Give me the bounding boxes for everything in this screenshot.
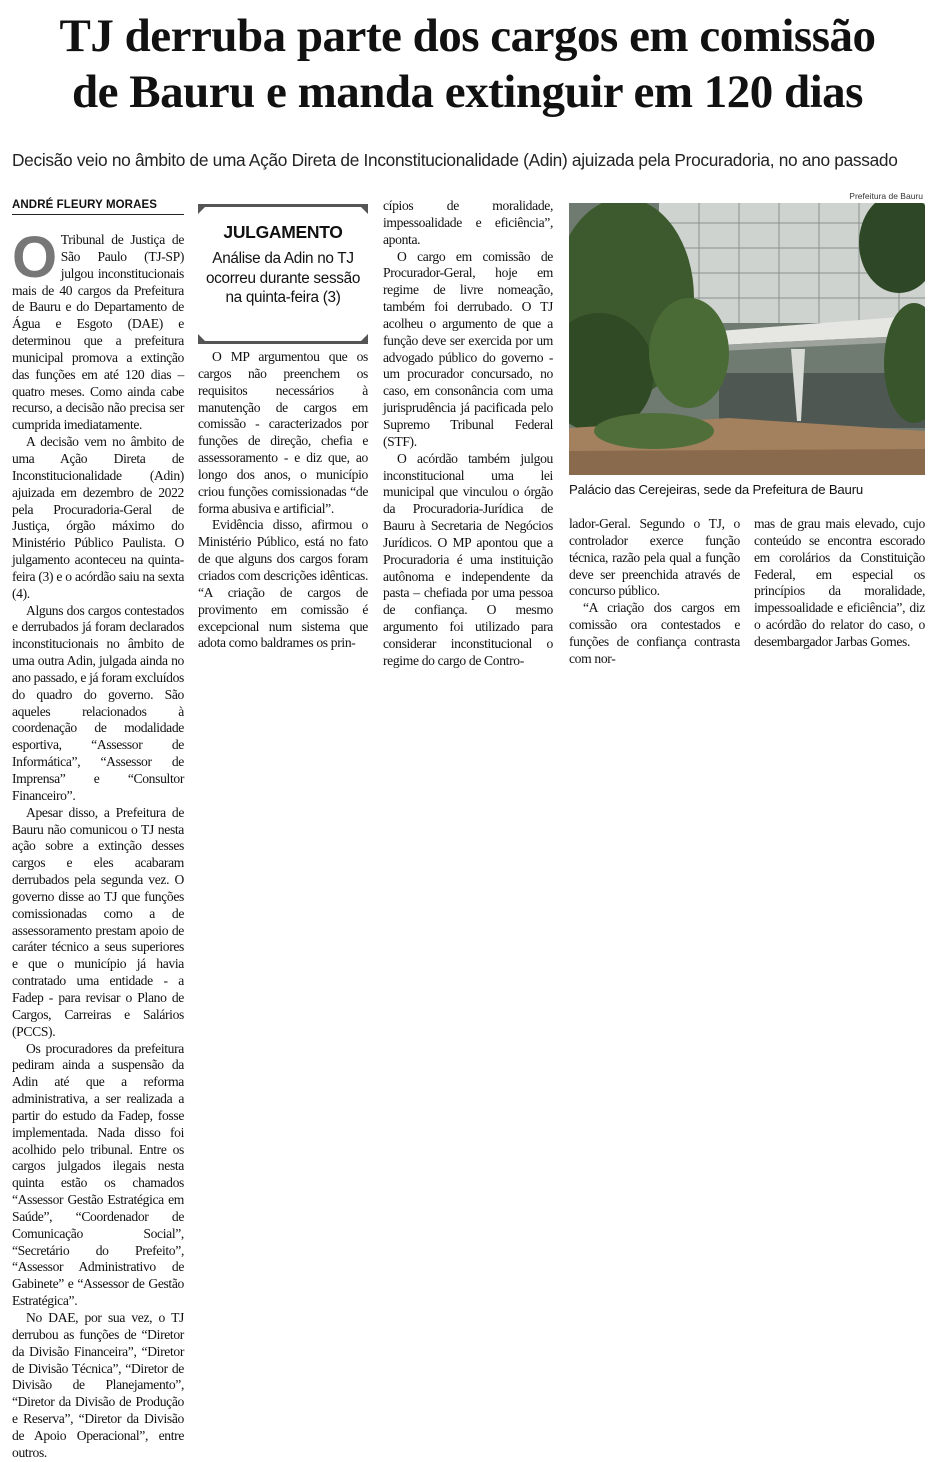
box-corner-bottom-right <box>361 334 368 341</box>
highlight-box-text: Análise da Adin no TJ ocorreu durante sessão na quinta-feira (3) <box>205 250 361 306</box>
paragraph: mas de grau mais elevado, cujo conteúdo se encontra escorado em corolários da Constituição Federal, em especial os princípios da moralidade, impessoalidade e eficiência”, diz o acórdão do relator do caso, o desembargador Jarbas Gomes. <box>754 516 925 649</box>
drop-cap: O <box>12 225 57 290</box>
byline: ANDRÉ FLEURY MORAES <box>12 197 184 215</box>
highlight-box-title: JULGAMENTO <box>223 222 343 242</box>
box-corner-top-right <box>361 207 368 214</box>
photo-credit: Prefeitura de Bauru <box>849 191 923 201</box>
article-column-5 <box>754 516 925 651</box>
article-column-2 <box>198 349 368 652</box>
paragraph: O MP argumentou que os cargos não preenchem os requisitos necessários à manutenção de cargos em comissão - caracterizados por funções de direção, chefia e assessoramento - e diz que, ao longo dos anos, o município criou funções comissionadas “de forma abusiva e artificial”. <box>198 349 368 516</box>
subheadline: Decisão veio no âmbito de uma Ação Direta de Inconstitucionalidade (Adin) ajuizada pela Procuradoria, no ano passado <box>12 150 898 170</box>
box-corner-top-left <box>198 207 205 214</box>
paragraph: Os procuradores da prefeitura pediram ainda a suspensão da Adin até que a reforma administrativa, a ser realizada a partir do estudo da Fadep, fosse implementada. Nada disso foi acolhido pelo tribunal. Entre os cargos julgados ilegais nesta quinta estão os chamados “Assessor Gestão Estratégica em Saúde”, “Coordenador de Comunicação Social”, “Secretário do Prefeito”, “Assessor Administrativo de Gabinete” e “Assessor de Gestão Estratégica”. <box>12 1040 184 1309</box>
article-column-4 <box>569 516 740 668</box>
building-photo <box>569 203 925 475</box>
paragraph <box>12 225 184 434</box>
paragraph: cípios de moralidade, impessoalidade e eficiência”, aponta. <box>383 198 553 247</box>
paragraph: “A criação dos cargos em comissão ora contestados e funções de confiança contrasta com nor- <box>569 600 740 666</box>
photo-caption: Palácio das Cerejeiras, sede da Prefeitura de Bauru <box>569 482 864 497</box>
box-corner-bottom-left <box>198 334 205 341</box>
paragraph: O cargo em comissão de Procurador-Geral, hoje em regime de livre nomeação, também foi derrubado. O TJ acolheu o argumento de que a função deve ser exercida por um advogado público do governo - um procurador concursado, no caso, em consonância com uma jurisprudência já pacificada pelo Supremo Tribunal Federal (STF). <box>383 248 553 449</box>
building-photo-illustration <box>569 203 925 475</box>
article-column-3 <box>383 198 553 670</box>
paragraph: A decisão vem no âmbito de uma Ação Direta de Inconstitucionalidade (Adin) ajuizada em dezembro de 2022 pela Procuradoria-Geral de Justiça, órgão máximo do Ministério Público Paulista. O julgamento aconteceu na quinta-feira (3) e o acórdão saiu na sexta (4). <box>12 434 184 601</box>
paragraph: Apesar disso, a Prefeitura de Bauru não comunicou o TJ nesta ação sobre a extinção desses cargos e eles acabaram derrubados pela segunda vez. O governo disse ao TJ que funções comissionadas como a de assessoramento prestam apoio de caráter técnico a seus superiores e que o município já havia contratado uma entidade - a Fadep - para revisar o Plano de Cargos, Carreiras e Salários (PCCS). <box>12 804 184 1039</box>
paragraph: lador-Geral. Segundo o TJ, o controlador exerce função técnica, razão pela qual a função deve ser preenchida através de concurso público. <box>569 516 740 599</box>
paragraph: O acórdão também julgou inconstitucional uma lei municipal que vinculou o órgão da Procuradoria-Jurídica de Bauru à Secretaria de Negócios Jurídicos. O MP apontou que a Procuradoria é uma instituição autônoma e independente da pasta – chefiada por uma pessoa de confiança. O mesmo argumento foi utilizado para considerar inconstitucional o regime do cargo de Contro- <box>383 450 553 668</box>
headline <box>10 8 925 120</box>
paragraph: Evidência disso, afirmou o Ministério Público, está no fato de que alguns dos cargos foram criados com descrições idênticas. “A criação de cargos de provimento em comissão é excepcional num sistema que adota como baldrames os prin- <box>198 517 368 651</box>
headline-line-2: de Bauru e manda extinguir em 120 dias <box>72 66 863 118</box>
paragraph: Alguns dos cargos contestados e derrubados já foram declarados inconstitucionais no âmbito de uma outra Adin, julgada ainda no ano passado, e já foram excluídos do quadro do governo. São aqueles relacionados à coordenação de modalidade esportiva, “Assessor de Informática”, “Assessor de Imprensa” e “Consultor Financeiro”. <box>12 602 184 803</box>
highlight-box <box>198 204 368 344</box>
paragraph-text: Tribunal de Justiça de São Paulo (TJ-SP) julgou inconstitucionais mais de 40 cargos da Prefeitura de Bauru e do Departamento de Água e Esgoto (DAE) e determinou que a prefeitura municipal promova a extinção das funções em até 120 dias – quatro meses. Como ainda cabe recurso, a decisão não precisa ser cumprida imediatamente. <box>12 232 184 433</box>
headline-line-1: TJ derruba parte dos cargos em comissão <box>59 10 876 62</box>
article-column-1 <box>12 225 184 1462</box>
paragraph: No DAE, por sua vez, o TJ derrubou as funções de “Diretor da Divisão Financeira”, “Diretor de Divisão Técnica”, “Diretor de Divisão de Planejamento”, “Diretor da Divisão de Produção e Reserva”, “Diretor da Divisão de Apoio Operacional”, entre outros. <box>12 1310 184 1460</box>
